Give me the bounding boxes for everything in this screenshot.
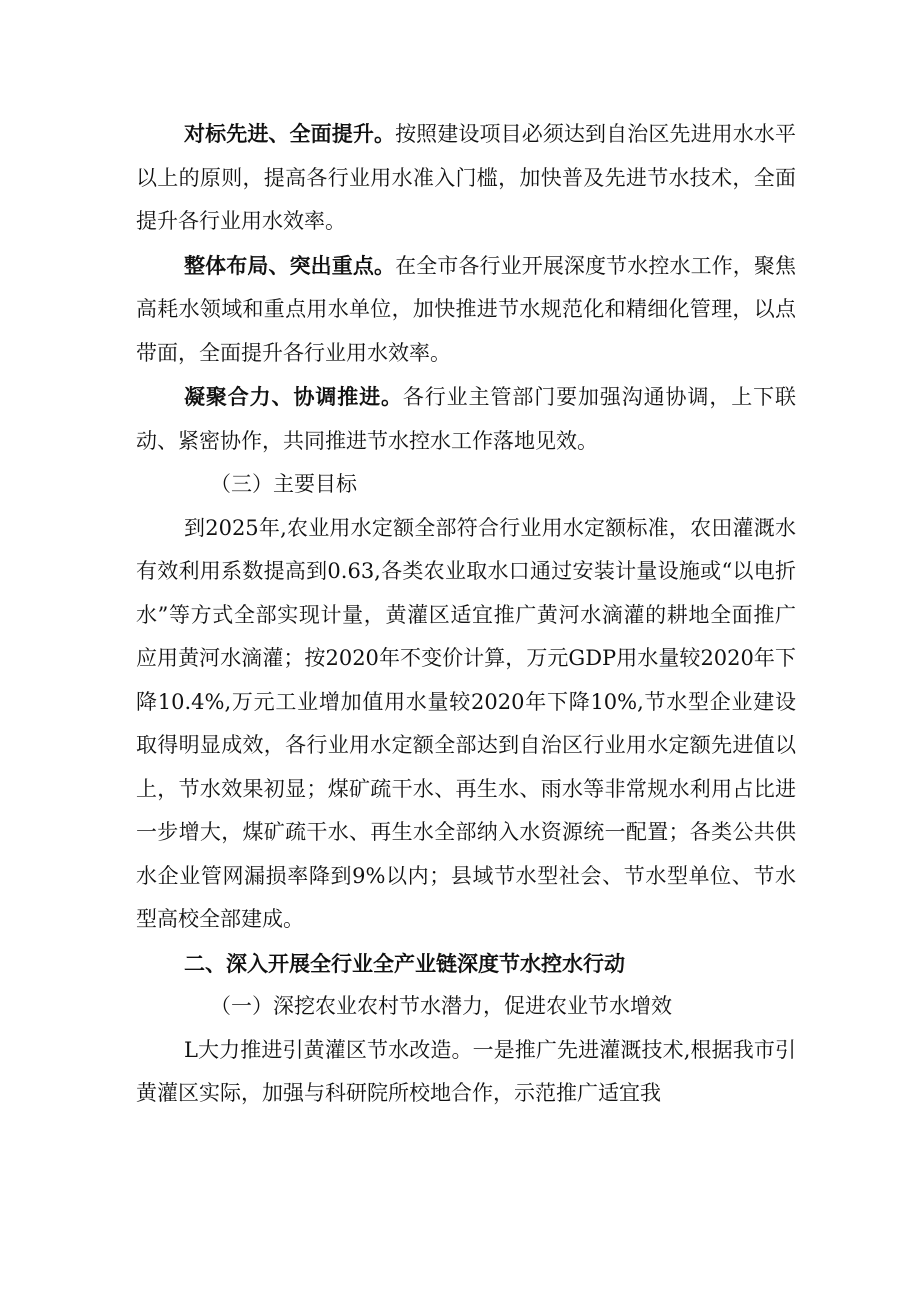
principle-title-3: 凝聚合力、协调推进。 [184,384,403,409]
principle-paragraph-2 [136,244,796,376]
principle-paragraph-3 [136,375,796,463]
document-page [136,112,796,1116]
principle-text-3: 各行业主管部门要加强沟通协调，上下联动、紧密协作，共同推进节水控水工作落地见效。 [136,385,797,453]
principle-text-1: 按照建设项目必须达到自治区先进用水水平以上的原则，提高各行业用水准入门槛，加快普及先进节水技术，全面提升各行业用水效率。 [136,122,797,233]
chapter-two-heading: 二、深入开展全行业全产业链深度节水控水行动 [184,950,625,976]
principle-title-1: 对标先进、全面提升。 [184,121,396,146]
irrigation-paragraph: L大力推进引黄灌区节水改造。一是推广先进灌溉技术,根据我市引黄灌区实际，加强与科研院所校地合作，示范推广适宜我 [136,1037,796,1105]
principle-title-2: 整体布局、突出重点。 [184,252,396,278]
principle-paragraph-1 [136,112,796,244]
principle-text-2: 在全市各行业开展深度节水控水工作，聚焦高耗水领域和重点用水单位，加快推进节水规范化和精细化管理，以点带面，全面提升各行业用水效率。 [136,253,797,365]
goals-paragraph: 到2025年,农业用水定额全部符合行业用水定额标准，农田灌溉水有效利用系数提高到0.63,各类农业取水口通过安装计量设施或“以电折水”等方式全部实现计量，黄灌区适宜推广黄河水滴灌的耕地全面推广应用黄河水滴灌；按2020年不变价计算，万元GDP用水量较2020年下降10.4%,万元工业增加值用水量较2020年下降10%,节水型企业建设取得明显成效，各行业用水定额全部达到自治区行业用水定额先进值以上，节水效果初显；煤矿疏干水、再生水、雨水等非常规水利用占比进一步增大，煤矿疏干水、再生水全部纳入水资源统一配置；各类公共供水企业管网漏损率降到9%以内；县域节水型社会、节水型单位、节水型高校全部建成。 [136,515,796,931]
goals-subheading: （三）主要目标 [210,472,357,496]
agriculture-subheading: （一）深挖农业农村节水潜力，促进农业节水增效 [210,994,672,1018]
